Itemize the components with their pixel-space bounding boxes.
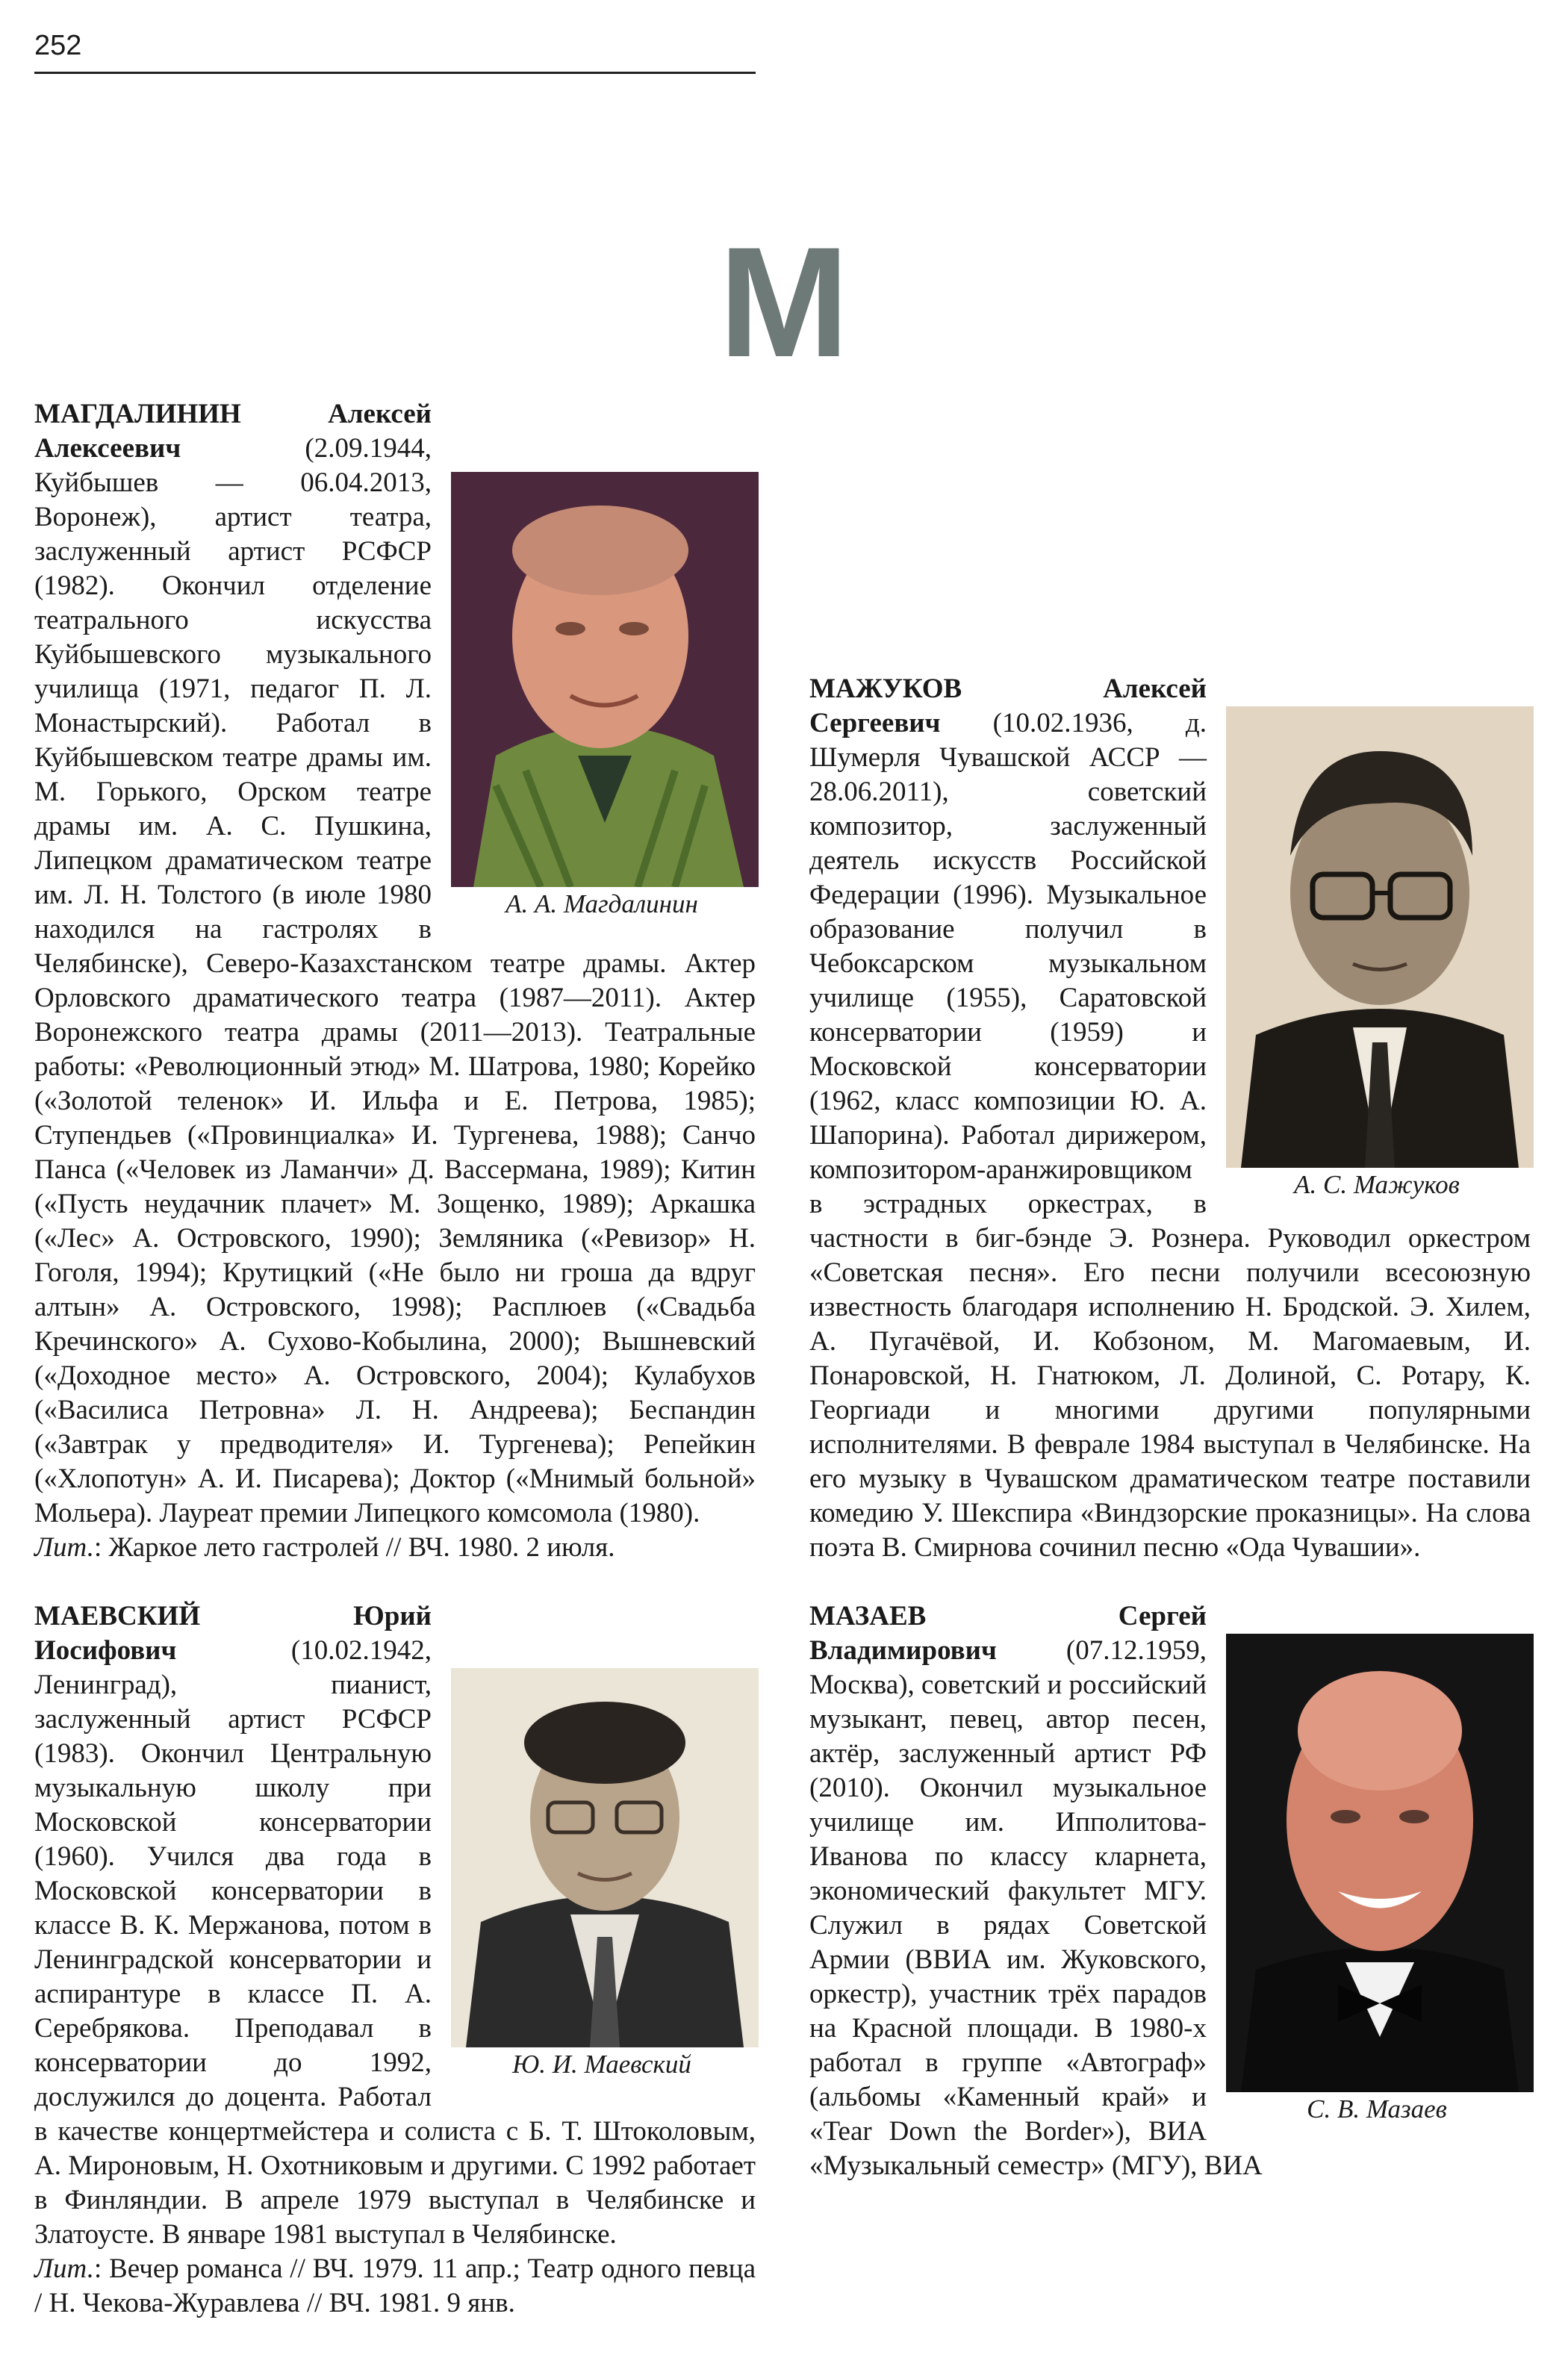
- photo-caption-mazhukov: А. С. Мажуков: [1294, 1170, 1460, 1199]
- entry-mazhukov: [809, 672, 1531, 1565]
- entry-name-maevsky: МАЕВСКИЙ Юрий Иосифович: [34, 1601, 432, 1666]
- photo-mazhukov: [1223, 706, 1531, 1202]
- lit-label-magdalinin: Лит.: [34, 1532, 94, 1563]
- lit-label-maevsky: Лит.: [34, 2253, 94, 2284]
- entry-text-mazhukov: (10.02.1936, д. Шумерля Чувашской АССР — 28.06.2011), советский композитор, заслуженный деятель искусств Российской Федерации (1996). Музыкальное образование получил в Чебоксарском музыкальном училище (1955), Саратовской консерватории (1959) и Московской консерватории (1962, класс композиции Ю. А. Шапорина). Работал дирижером, композитором-аранжировщиком в эстрадных оркестрах, в частности в биг-бэнде Э. Рознера. Руководил оркестром «Советская песня». Его песни получили всесоюзную известность благодаря исполнению Н. Бродской. Э. Хилем, А. Пугачёвой, И. Кобзоном, М. Магомаевым, И. Понаровской, Н. Гнатюком, Л. Долиной, С. Ротару, К. Георгиади и многими другими популярными исполнителями. В феврале 1984 выступал в Челябинске. На его музыку в Чувашском драматическом театре поставили комедию У. Шекспира «Виндзорские проказницы». На слова поэта В. Смирнова сочинил песню «Ода Чувашии».: [809, 708, 1531, 1563]
- entry-text-mazaev: (07.12.1959, Москва), советский и российский музыкант, певец, автор песен, актёр, заслуженный артист РФ (2010). Окончил музыкальное училище им. Ипполитова-Иванова по классу кларнета, экономический факультет МГУ. Служил в рядах Советской Армии (ВВИА им. Жуковского, оркестр), участник трёх парадов на Красной площади. В 1980-х работал в группе «Автограф» (альбомы «Каменный край» и «Tear Down the Border»), ВИА «Музыкальный семестр» (МГУ), ВИА: [809, 1635, 1263, 2181]
- portrait-magdalinin-image: [448, 472, 762, 887]
- photo-caption-mazaev: С. В. Мазаев: [1307, 2094, 1447, 2124]
- lit-text-maevsky: : Вечер романса // ВЧ. 1979. 11 апр.; Театр одного певца / Н. Чекова-Журавлева // ВЧ. 1981. 9 янв.: [34, 2253, 756, 2318]
- entry-mazaev: [809, 1599, 1531, 2183]
- photo-caption-maevsky: Ю. И. Маевский: [512, 2050, 691, 2079]
- photo-maevsky: [448, 1668, 756, 2082]
- photo-magdalinin: [448, 472, 756, 921]
- lit-text-magdalinin: : Жаркое лето гастролей // ВЧ. 1980. 2 июля.: [93, 1532, 615, 1563]
- right-column: [809, 397, 1531, 2218]
- portrait-mazhukov-image: [1223, 706, 1537, 1168]
- entry-text-magdalinin: (2.09.1944, Куйбышев — 06.04.2013, Воронеж), артист театра, заслуженный артист РСФСР (1982). Окончил отделение театрального искусства Куйбышевского музыкального училища (1971, педагог П. Л. Монастырский). Работал в Куйбышевском театре драмы им. М. Горького, Орском театре драмы им. А. С. Пушкина, Липецком драматическом театре им. Л. Н. Толстого (в июле 1980 находился на гастролях в Челябинске), Северо-Казахстанском театре драмы. Актер Орловского драматического театра (1987—2011). Актер Воронежского театра драмы (2011—2013). Театральные работы: «Революционный этюд» М. Шатрова, 1980; Корейко («Золотой теленок» И. Ильфа и Е. Петрова, 1985); Ступендьев («Провинциалка» И. Тургенева, 1988); Санчо Панса («Человек из Ламанчи» Д. Вассермана, 1989); Китин («Пусть неудачник плачет» М. Зощенко, 1989); Аркашка («Лес» А. Островского, 1990); Земляника («Ревизор» Н. Гоголя, 1994); Крутицкий («Не было ни гроша да вдруг алтын» А. Островского, 1998); Расплюев («Свадьба Кречинского» А. Сухово-Кобылина, 2000); Вышневский («Доходное место» А. Островского, 2004); Кулабухов («Василиса Петровна» Л. Н. Андреева); Беспандин («Завтрак у предводителя» И. Тургенева); Репейкин («Хлопотун» А. И. Писарева); Доктор («Мнимый больной» Мольера). Лауреат премии Липецкого комсомола (1980).: [34, 433, 756, 1528]
- page-number: 252: [34, 30, 82, 61]
- entry-maevsky: [34, 1599, 756, 2321]
- entry-name-magdalinin: МАГДАЛИНИН Алексей Алексеевич: [34, 399, 432, 464]
- header-rule: [34, 72, 756, 74]
- photo-caption-magdalinin: А. А. Магдалинин: [505, 889, 698, 918]
- entry-name-mazaev: МАЗАЕВ Сергей Владимирович: [809, 1601, 1207, 1666]
- section-letter: М: [718, 214, 850, 390]
- portrait-mazaev-image: [1223, 1634, 1537, 2092]
- left-column: [34, 397, 756, 2355]
- photo-mazaev: [1223, 1634, 1531, 2127]
- portrait-maevsky-image: [448, 1668, 762, 2047]
- entry-text-maevsky: (10.02.1942, Ленинград), пианист, заслуженный артист РСФСР (1983). Окончил Центральную музыкальную школу при Московской консерватории (1960). Учился два года в Московской консерватории в классе В. К. Мержанова, потом в Ленинградской консерватории и аспирантуре в классе П. А. Серебрякова. Преподавал в консерватории до 1992, дослужился до доцента. Работал в качестве концертмейстера и солиста с Б. Т. Штоколовым, А. Мироновым, Н. Охотниковым и другими. С 1992 работает в Финляндии. В апреле 1979 выступал в Челябинске и Златоусте. В январе 1981 выступал в Челябинске.: [34, 1635, 756, 2250]
- entry-name-mazhukov: МАЖУКОВ Алексей Сергеевич: [809, 673, 1207, 738]
- entry-magdalinin: [34, 397, 756, 1565]
